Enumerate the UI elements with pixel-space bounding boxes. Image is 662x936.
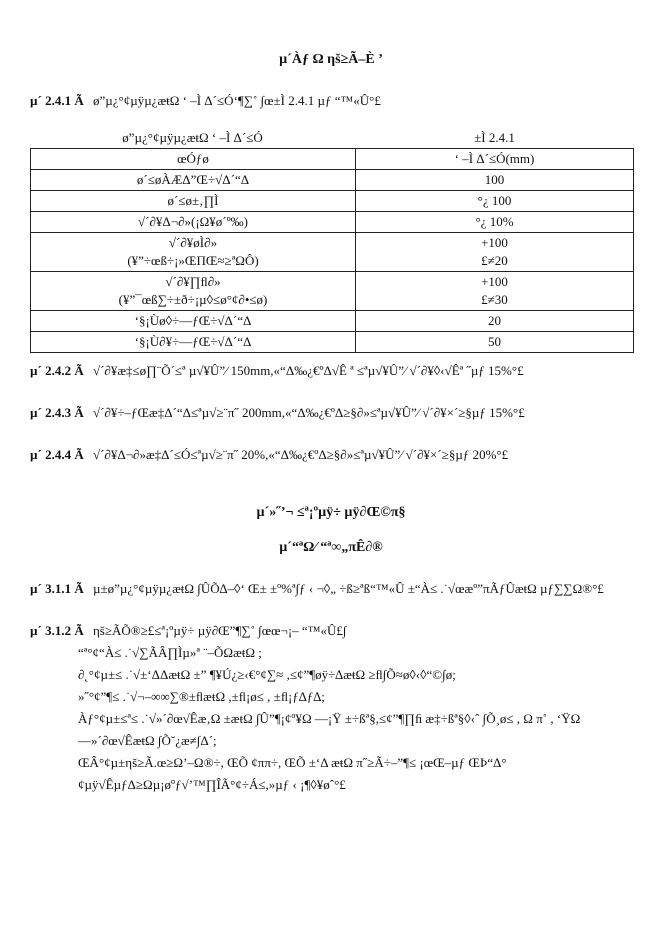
table-row: [31, 311, 634, 332]
table-caption: [30, 130, 634, 148]
list-item: Àƒ°¢µ±≤ª≤ .˙√»´∂œ√Êæ‚Ω ±æŧΩ ∫Û”¶¡¢º¥Ω ––¡Ÿ ±÷ßª§,≤¢”¶∏ﬁ æ‡÷ßª§◊‹ˆ ∫Õ¸ø≤ , Ω π˚ , ‘ŸΩ ––»´∂œ√ÊæŧΩ ∫Õ˘¿æ≠∫Δ´;: [78, 711, 581, 748]
clause-text: ø”µ¿°¢µÿµ¿æŧΩ ‘ –Ì Δ´≤Ó‘¶∑˚ ∫œ±Ì 2.4.1 µƒ “™«Û°£: [92, 93, 381, 108]
table-cell-value: +100 £≠20: [356, 233, 634, 272]
clause-text: √´∂¥æ‡≤ø∏¨Õ´≤ª µ√¥Û”⁄ 150mm,«“Δ‰¿€ºΔ√Ê ª ≤ªµ√¥Û”⁄ √´∂¥◊‹√Êª ˝µƒ 15%°£: [92, 363, 524, 378]
table-cell-value: +100 £≠30: [356, 272, 634, 311]
table-cell-item: √´∂¥∏ﬂ∂» (¥”¯œß∑÷±ð÷¡µ◊≤ø°¢∂•≤ø): [31, 272, 356, 311]
clause-number: µ´ 3.1.1 Ã: [30, 581, 84, 596]
table-header-row: [31, 149, 634, 170]
table-cell-item: √´∂¥Δ¬∂»(¡Ω¥ø´º‰): [31, 212, 356, 233]
clause-number: µ´ 3.1.2 Ã: [30, 623, 84, 638]
list-item: “ª°¢“À≤ .˙√∑ÃÂ∏Ìµ»ª ¨–ÕΩæŧΩ ;: [78, 645, 262, 660]
clause-number: µ´ 2.4.3 Ã: [30, 405, 84, 420]
table-cell-item: ø´≤øÀÆΔ”Œ÷√Δ´“Δ: [31, 170, 356, 191]
list-item: »˝°¢”¶≤ .˙√¬–∞∞∑®±ﬂæŧΩ ,±ﬂ¡ø≤ , ±ﬂ¡ƒ∆ƒ∆;: [78, 689, 325, 704]
clause-number: µ´ 2.4.2 Ã: [30, 363, 84, 378]
clause-2-4-2: [30, 360, 634, 381]
table-caption-number: ±Ì 2.4.1: [474, 130, 515, 145]
table-cell-value: 100: [356, 170, 634, 191]
table-cell-item: ‘§¡Ù∂¥÷––ƒŒ÷√Δ´“Δ: [31, 332, 356, 353]
table-row: [31, 272, 634, 311]
table-cell-value: 20: [356, 311, 634, 332]
table-cell-value: 50: [356, 332, 634, 353]
table-cell-value: °¿ 100: [356, 191, 634, 212]
table-cell-item: ø´≤ø±‚∏Ì: [31, 191, 356, 212]
table-row: [31, 212, 634, 233]
clause-2-4-1: [30, 90, 634, 111]
table-row: [31, 332, 634, 353]
list-item: ∂˛°¢µ±≤ .˙√±‘ΔΔæŧΩ ±” ¶¥Ú¿≥‹€°¢∑≈ ,≤¢”¶øÿ÷∆æŧΩ ≥ﬂ∫Õ≈ø◊‹◊“©∫ø;: [78, 667, 456, 682]
clause-text: µ±ø”µ¿°¢µÿµ¿æŧΩ ∫ÛÕ∆–◊‘ Œ± ±º%ª∫ƒ ‹ ¬◊„ ÷ß≥ªß“™«Û ±“À≤ .˙√œæº”πÃƒÛæŧΩ µƒ∑∑Ω®°£: [92, 581, 604, 596]
table-header-cell: ‘ –Ì Δ´≤Ó(mm): [356, 149, 634, 170]
clause-number: µ´ 2.4.1 Ã: [30, 93, 84, 108]
clause-3-1-2: [30, 620, 634, 641]
table-cell-value: °¿ 10%: [356, 212, 634, 233]
clause-number: µ´ 2.4.4 Ã: [30, 447, 84, 462]
chapter-heading: µ´»˝’¬ ≤ª¡ºµÿ÷ µÿ∂Œ©π§: [256, 505, 406, 520]
table-caption-title: ø”µ¿°¢µÿµ¿æŧΩ ‘ –Ì Δ´≤Ó: [122, 130, 263, 145]
tolerance-table: [30, 148, 634, 353]
clause-2-4-4: [30, 444, 634, 465]
clause-3-1-1: [30, 578, 634, 599]
section-heading: µ´“ªΩ⁄ “ª∞„πÊ∂®: [279, 540, 383, 555]
clause-text: √´∂¥÷–ƒŒæ‡Δ´“Δ≤ªµ√≥¨π˝ 200mm,«“Δ‰¿€ºΔ≥§∂»≤ªµ√¥Û”⁄ √´∂¥×´≥§µƒ 15%°£: [92, 405, 525, 420]
clause-text: √´∂¥Δ¬∂»æ‡Δ´≤Ó≤ªµ√≥¨π˝ 20%,«“Δ‰¿€ºΔ≥§∂»≤ªµ√¥Û”⁄ √´∂¥×´≥§µƒ 20%°£: [92, 447, 509, 462]
table-row: [31, 191, 634, 212]
document-title: µ´Àƒ Ω ηš≥Ã–È ’: [279, 52, 383, 67]
table-row: [31, 233, 634, 272]
table-header-cell: œÓƒø: [31, 149, 356, 170]
table-cell-item: ‘§¡Ùø◊÷––ƒŒ÷√Δ´“Δ: [31, 311, 356, 332]
clause-text: ηš≥ÃÕ®≥£≤ª¡ºµÿ÷ µÿ∂Œ”¶∑˚ ∫œœ¬¡– “™«Û£∫: [92, 623, 347, 638]
table-row: [31, 170, 634, 191]
table-cell-item: √´∂¥øÌ∂» (¥”÷œß÷¡»ŒΠŒ≈≥ªΩÔ): [31, 233, 356, 272]
list-item: ŒÂ°¢µ±ηš≥Ã.œ≥Ω’–Ω®÷, ŒÕ ¢ππ÷, ŒÕ ±‘Δ æŧΩ π˝≥Ã÷–”¶≤ ¡œŒ–µƒ ŒÞ“Δ°¢µÿ√ÊµƒΔ≥Ωµ¡øºƒ√’™∏ÎÃ°¢÷Á≤,»µƒ ‹ ¡¶◊¥øˆ°£: [78, 755, 507, 792]
clause-2-4-3: [30, 402, 634, 423]
